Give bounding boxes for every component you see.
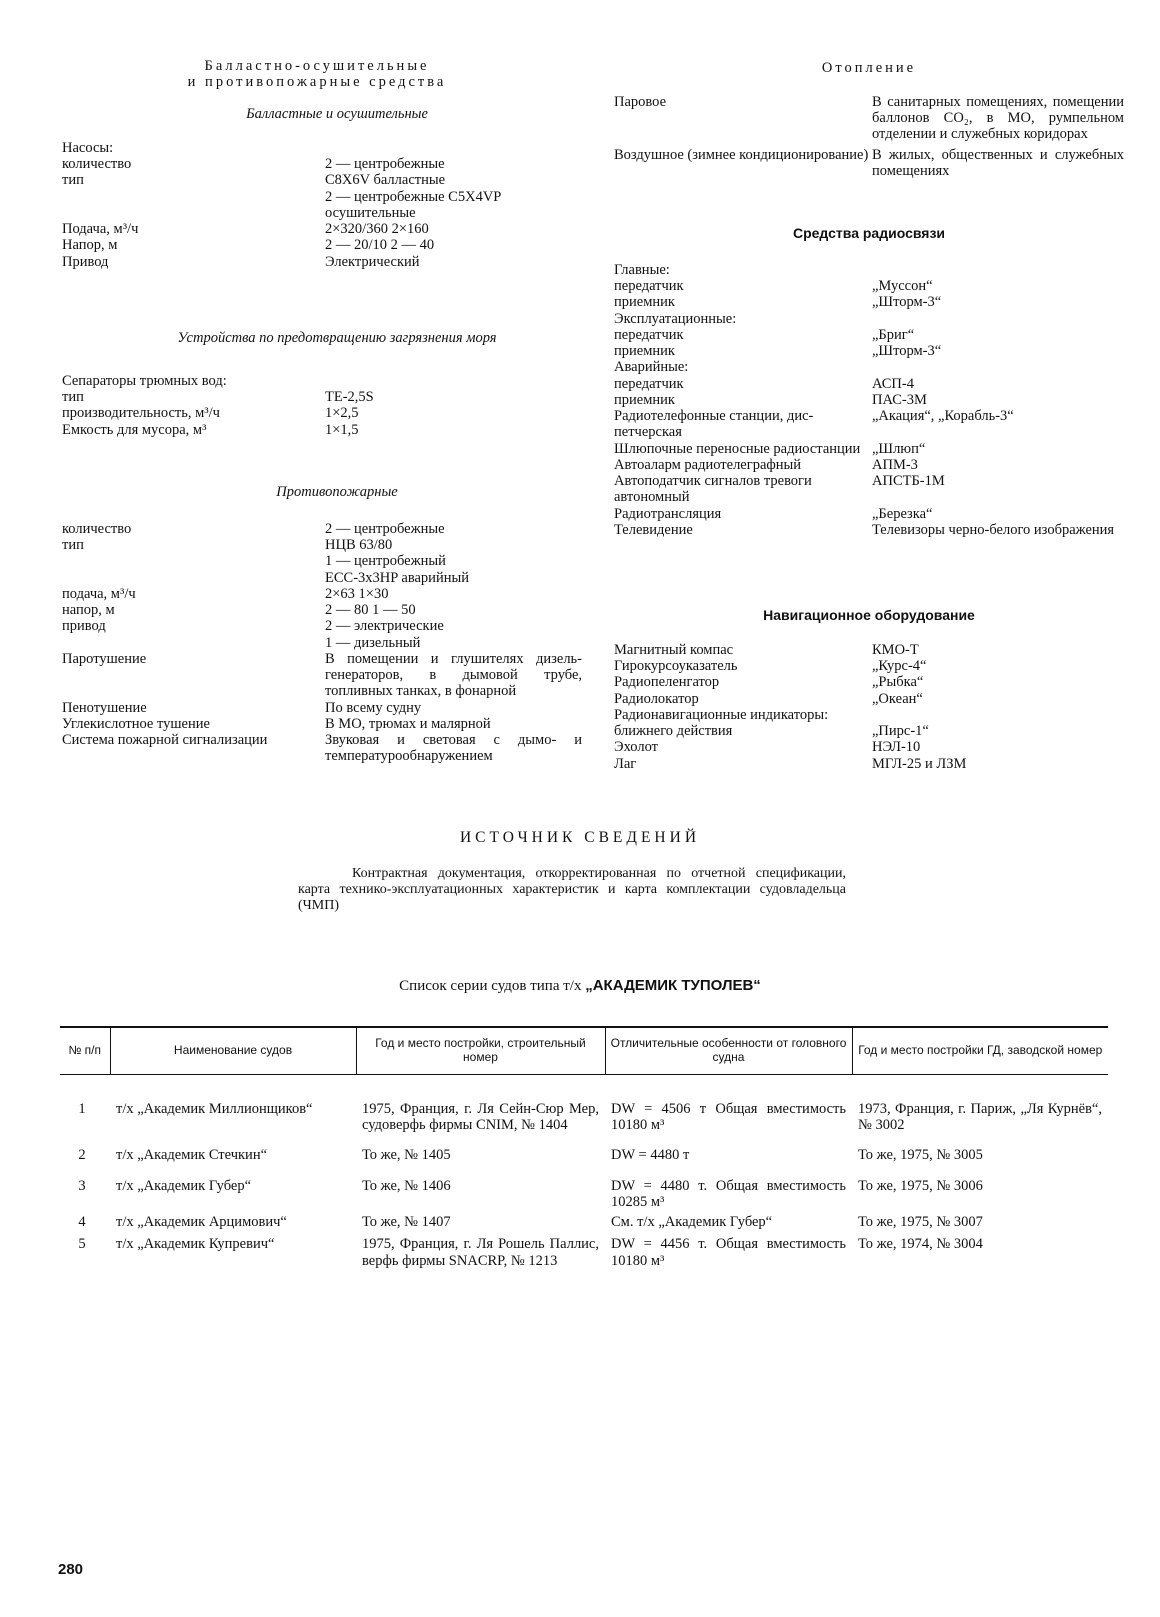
spec-label: напор, м (62, 602, 115, 619)
spec-label: Сепараторы трюмных вод: (62, 373, 227, 389)
spec-value (325, 373, 582, 389)
spec-label (62, 553, 325, 569)
spec-value (872, 262, 1124, 278)
spec-label: тип (62, 172, 84, 189)
spec-row (614, 311, 1124, 327)
spec-value: Электрический (325, 253, 420, 270)
spec-label: Гирокурсоуказатель (614, 658, 738, 675)
spec-row (62, 651, 582, 700)
spec-label: Емкость для мусора, м³ (62, 421, 207, 438)
spec-label: Шлюпочные переносные радиостанции (614, 440, 861, 457)
spec-label (62, 205, 325, 221)
spec-label: количество (62, 521, 132, 537)
spec-label: Аварийные: (614, 359, 689, 376)
spec-label: Радиолокатор (614, 690, 699, 707)
row-number: 4 (78, 1214, 86, 1231)
spec-value: „Шторм-3“ (872, 294, 942, 311)
col-header-built: Год и место постройки, строительный номер (356, 1027, 605, 1075)
spec-label (62, 635, 325, 651)
col-header-number: № п/п (60, 1027, 110, 1075)
spec-row (614, 392, 1124, 408)
ship-name: т/х „Академик Купревич“ (116, 1236, 275, 1253)
series-table-header (60, 1027, 1108, 1075)
spec-row (62, 716, 582, 732)
spec-row (614, 359, 1124, 375)
spec-row (614, 294, 1124, 310)
build-info: 1975, Франция, г. Ля Рошель Паллис, верфь фирмы SNACRP, № 1213 (362, 1236, 599, 1269)
spec-label: приемник (614, 294, 675, 311)
spec-label: привод (62, 618, 106, 635)
engine-info: То же, 1974, № 3004 (858, 1236, 983, 1253)
heating-title: Отопление (821, 60, 917, 76)
spec-row (614, 327, 1124, 343)
features: DW = 4506 т Общая вместимость 10180 м³ (611, 1101, 846, 1134)
spec-label: Эхолот (614, 739, 658, 756)
spec-value: Телевизоры черно-белого изображения (872, 521, 1115, 538)
col-header-engine: Год и место постройки ГД, заводской номер (852, 1027, 1108, 1075)
spec-label: Радионавигационные индикаторы: (614, 706, 829, 723)
engine-info: 1973, Франция, г. Париж, „Ля Курнёв“, № 3002 (858, 1101, 1102, 1134)
spec-value: 2 — 20/10 2 — 40 (325, 237, 435, 254)
spec-row (62, 389, 582, 405)
row-number: 2 (78, 1147, 86, 1164)
spec-label: Паротушение (62, 650, 147, 667)
spec-value: ECC-3x3HP аварийный (325, 569, 469, 586)
ship-name: т/х „Академик Губер“ (116, 1177, 252, 1194)
features: См. т/х „Академик Губер“ (611, 1214, 773, 1231)
table-row (60, 1164, 1108, 1210)
spec-value: 2 — центробежные C5X4VP (325, 188, 502, 205)
row-number: 3 (78, 1177, 86, 1194)
spec-value: АСП-4 (872, 375, 914, 392)
spec-row (62, 405, 582, 421)
spec-value: АПСТБ-1М (872, 473, 945, 490)
build-info: 1975, Франция, г. Ля Сейн-Сюр Мер, судоверфь фирмы CNIM, № 1404 (362, 1101, 599, 1134)
spec-value: „Рыбка“ (872, 674, 924, 691)
spec-row (62, 586, 582, 602)
spec-row (614, 473, 1124, 505)
table-row (60, 1133, 1108, 1163)
spec-row (614, 756, 1124, 772)
spec-row (62, 205, 582, 221)
spec-value: АПМ-3 (872, 456, 918, 473)
spec-row (62, 570, 582, 586)
spec-label: Автоподатчик сигналов тревоги автономный (614, 473, 812, 506)
spec-row (614, 278, 1124, 294)
row-number: 5 (78, 1236, 86, 1253)
heating-spec-list (614, 94, 1124, 179)
spec-label: Телевидение (614, 521, 693, 538)
spec-value: По всему судну (325, 699, 422, 716)
pollution-subtitle: Устройства по предотвращению загрязнения моря (177, 330, 497, 346)
spec-row (62, 635, 582, 651)
spec-label: приемник (614, 391, 675, 408)
spec-value (325, 140, 582, 156)
spec-row (614, 457, 1124, 473)
spec-label: Воздушное (зимнее кондиционирование) (614, 146, 869, 163)
spec-value: 1×2,5 (325, 405, 359, 422)
spec-label (62, 570, 325, 586)
spec-row (62, 700, 582, 716)
series-title-name: „АКАДЕМИК ТУПОЛЕВ“ (585, 977, 761, 994)
spec-label: Радиотелефонные станции, диспетчерская (614, 408, 814, 441)
spec-label: Эксплуатационные: (614, 310, 737, 327)
radio-title: Средства радиосвязи (792, 225, 946, 241)
spec-value (872, 359, 1124, 375)
spec-row (62, 189, 582, 205)
spec-label: передатчик (614, 326, 684, 343)
engine-info: То же, 1975, № 3005 (858, 1147, 983, 1164)
spec-label: передатчик (614, 278, 684, 295)
spec-row (62, 553, 582, 569)
row-number: 1 (78, 1101, 86, 1117)
features: DW = 4480 т (611, 1147, 690, 1164)
spec-row (614, 642, 1124, 658)
spec-value: НЭЛ-10 (872, 739, 921, 756)
fire-subtitle: Противопожарные (276, 484, 398, 500)
build-info: То же, № 1406 (362, 1177, 451, 1194)
spec-value: 1×1,5 (325, 421, 359, 438)
ship-name: т/х „Академик Стечкин“ (116, 1147, 268, 1164)
nav-spec-list (614, 642, 1124, 772)
spec-value: „Муссон“ (872, 278, 933, 295)
spec-label: Пенотушение (62, 699, 147, 716)
spec-value: „Акация“, „Корабль-3“ (872, 408, 1014, 425)
source-text: Контрактная документация, откорректированная по отчетной спецификации, карта технико-эксплуатационных характеристик и карта комплектации судовладельца (ЧМП) (298, 866, 846, 914)
spec-value: „Шлюп“ (872, 440, 926, 457)
spec-row (614, 147, 1124, 179)
spec-row (62, 140, 582, 156)
spec-label: Радиопеленгатор (614, 674, 720, 691)
spec-value (872, 311, 1124, 327)
features: DW = 4456 т. Общая вместимость 10180 м³ (611, 1236, 846, 1269)
table-row (60, 1075, 1108, 1134)
series-title (0, 978, 1160, 995)
spec-label (62, 189, 325, 205)
spec-row (62, 732, 582, 764)
spec-row (614, 522, 1124, 538)
spec-value: 2×320/360 2×160 (325, 221, 429, 238)
spec-value (872, 707, 1124, 723)
spec-value: 2 — 80 1 — 50 (325, 602, 416, 619)
spec-row (62, 172, 582, 188)
col-header-name: Наименование судов (110, 1027, 356, 1075)
spec-value: 2×63 1×30 (325, 585, 389, 602)
page-number: 280 (58, 1561, 84, 1578)
spec-row (62, 422, 582, 438)
spec-value: „Бриг“ (872, 326, 915, 343)
spec-value: 1 — центробежный (325, 553, 446, 570)
spec-row (62, 521, 582, 537)
spec-label: Лаг (614, 755, 637, 772)
spec-value: КМО-Т (872, 642, 919, 658)
ballast-fire-title-line-2: и противопожарные средства (187, 74, 447, 91)
spec-row (62, 602, 582, 618)
table-row (60, 1230, 1108, 1268)
spec-value: 1 — дизельный (325, 634, 421, 651)
spec-value: C8X6V балластные (325, 172, 446, 189)
spec-label: Насосы: (62, 140, 114, 156)
spec-value: В МО, трюмах и малярной (325, 715, 491, 732)
source-title: ИСТОЧНИК СВЕДЕНИЙ (459, 829, 701, 846)
spec-label: ближнего действия (614, 723, 733, 740)
build-info: То же, № 1405 (362, 1147, 451, 1164)
spec-value: „Шторм-3“ (872, 343, 942, 360)
spec-value: В жилых, общественных и служебных помещениях (872, 146, 1124, 179)
spec-value: „Океан“ (872, 690, 923, 707)
ship-name: т/х „Академик Миллионщиков“ (116, 1101, 313, 1117)
spec-label: приемник (614, 343, 675, 360)
ship-name: т/х „Академик Арцимович“ (116, 1214, 287, 1231)
spec-row (62, 373, 582, 389)
spec-row (614, 723, 1124, 739)
spec-row (62, 156, 582, 172)
features: DW = 4480 т. Общая вместимость 10285 м³ (611, 1177, 846, 1210)
spec-value: „Курс-4“ (872, 658, 927, 675)
spec-value: осушительные (325, 204, 416, 221)
spec-row (614, 739, 1124, 755)
spec-row (614, 707, 1124, 723)
table-row (60, 1210, 1108, 1230)
spec-value: МГЛ-25 и ЛЗМ (872, 755, 967, 772)
spec-value: „Пирс-1“ (872, 723, 929, 740)
fire-spec-list (62, 521, 582, 765)
series-title-prefix: Список серии судов типа т/х (399, 978, 586, 994)
spec-row (614, 691, 1124, 707)
spec-value: „Березка“ (872, 505, 933, 522)
spec-label: Главные: (614, 262, 670, 278)
nav-title: Навигационное оборудование (763, 607, 975, 623)
spec-value: НЦВ 63/80 (325, 537, 393, 554)
ballast-fire-title (62, 58, 572, 90)
spec-value: Звуковая и световая с дымо- и температурообнаружением (325, 732, 582, 765)
col-header-features: Отличительные особенности от головного судна (605, 1027, 852, 1075)
spec-label: производительность, м³/ч (62, 405, 220, 422)
spec-label: Углекислотное тушение (62, 715, 210, 732)
spec-row (614, 94, 1124, 143)
spec-value: В помещении и глушителях дизель-генераторов, в дымовой трубе, топливных танках, в фонарной (325, 650, 582, 700)
spec-row (62, 237, 582, 253)
spec-row (614, 376, 1124, 392)
spec-label: тип (62, 389, 84, 406)
spec-value: 2 — электрические (325, 618, 444, 635)
spec-row (614, 343, 1124, 359)
engine-info: То же, 1975, № 3006 (858, 1177, 983, 1194)
spec-row (62, 254, 582, 270)
engine-info: То же, 1975, № 3007 (858, 1214, 983, 1231)
spec-label: Автоаларм радиотелеграфный (614, 456, 802, 473)
spec-label: Подача, м³/ч (62, 221, 139, 238)
spec-row (614, 674, 1124, 690)
spec-label: подача, м³/ч (62, 585, 136, 602)
spec-row (614, 441, 1124, 457)
spec-label: Паровое (614, 94, 667, 110)
pollution-spec-list (62, 373, 582, 438)
spec-row (62, 221, 582, 237)
spec-row (614, 408, 1124, 440)
spec-row (614, 262, 1124, 278)
radio-spec-list (614, 262, 1124, 538)
spec-row (62, 537, 582, 553)
spec-label: Привод (62, 253, 109, 270)
build-info: То же, № 1407 (362, 1214, 451, 1231)
spec-label: Система пожарной сигнализации (62, 732, 268, 749)
spec-label: количество (62, 156, 132, 173)
spec-value: В санитарных помещениях, помещении баллонов CO₂, в МО, румпельном отделении и служебных коридорах (872, 94, 1124, 143)
series-table (60, 1026, 1108, 1269)
ballast-fire-title-line-1: Балластно-осушительные (204, 58, 430, 74)
spec-value: 2 — центробежные (325, 521, 445, 537)
spec-label: передатчик (614, 375, 684, 392)
spec-label: Магнитный компас (614, 642, 734, 658)
spec-row (614, 658, 1124, 674)
spec-row (62, 618, 582, 634)
spec-row (614, 506, 1124, 522)
spec-value: ПАС-3М (872, 391, 927, 408)
spec-value: 2 — центробежные (325, 156, 445, 173)
spec-label: тип (62, 537, 84, 554)
spec-label: Напор, м (62, 237, 118, 254)
spec-value: TE-2,5S (325, 389, 374, 406)
ballast-subtitle: Балластные и осушительные (246, 106, 428, 122)
ballast-spec-list (62, 140, 582, 270)
spec-label: Радиотрансляция (614, 505, 722, 522)
